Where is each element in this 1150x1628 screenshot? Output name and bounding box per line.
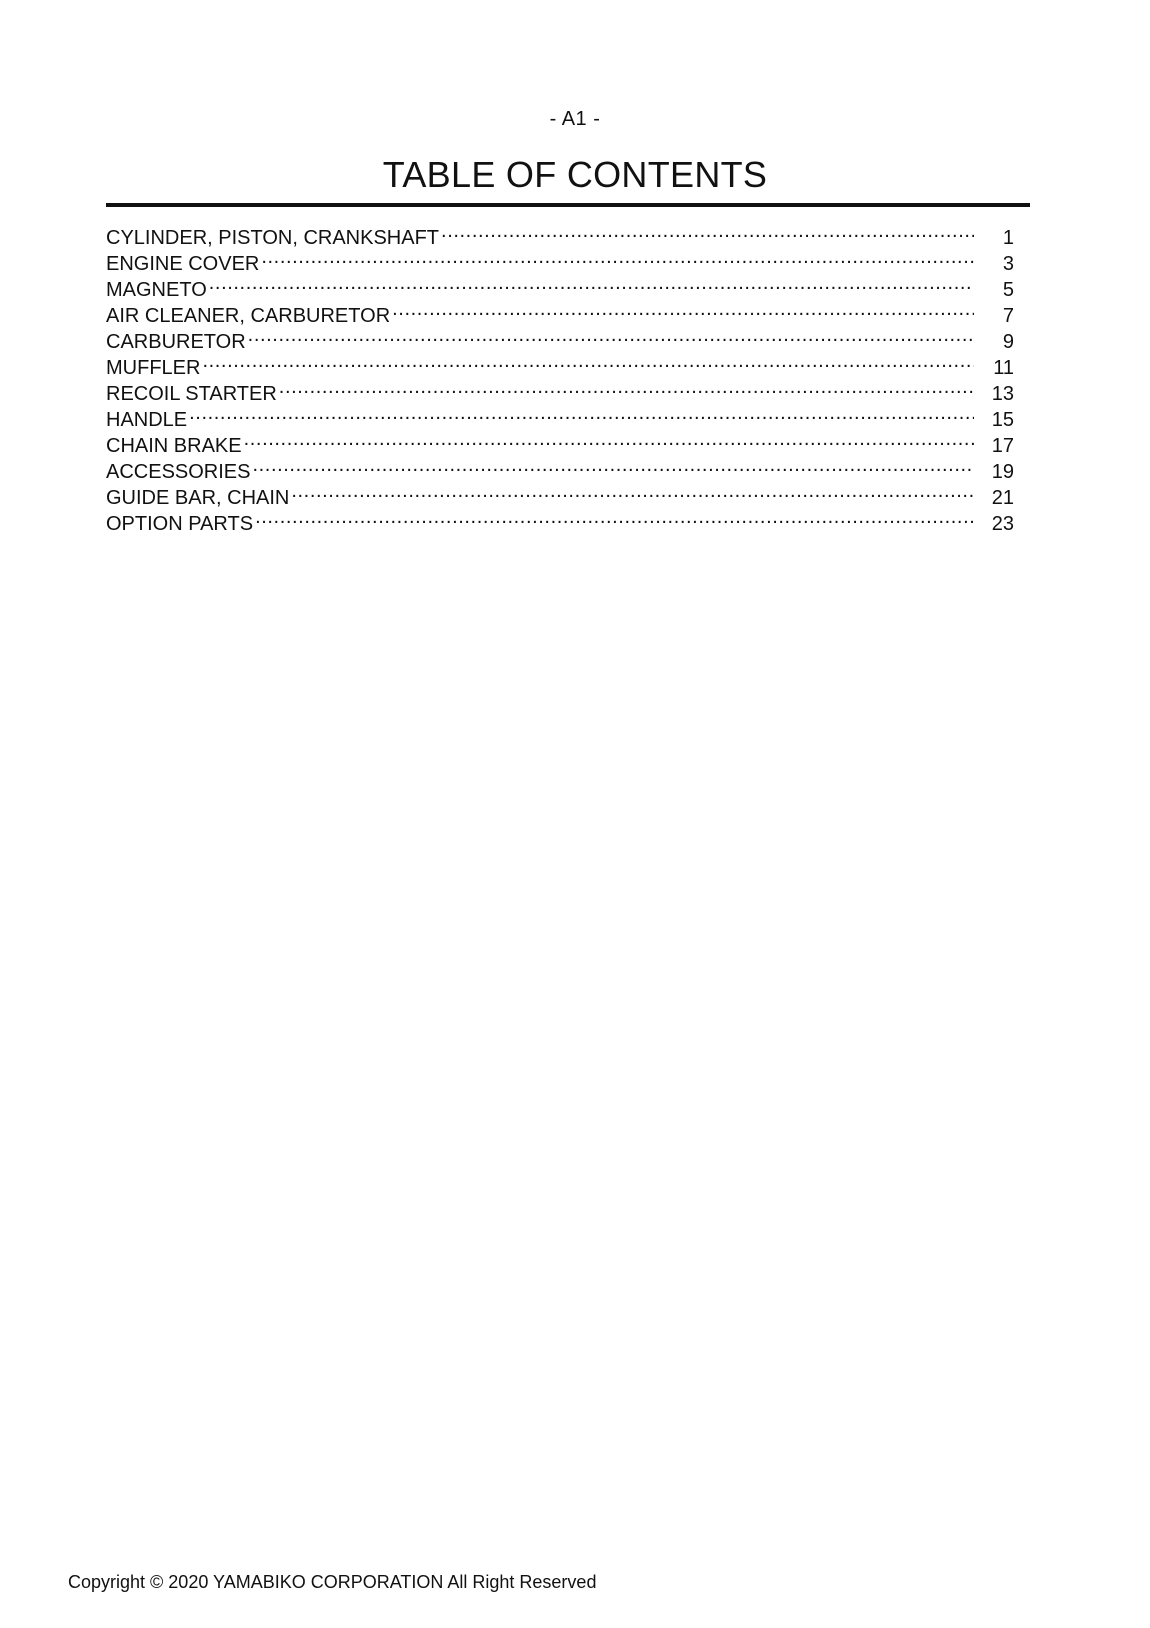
toc-entry-label: MAGNETO <box>106 279 207 301</box>
toc-entry-magneto[interactable] <box>106 270 1014 301</box>
toc-entry-page: 3 <box>1002 253 1014 275</box>
toc-entry-label: CYLINDER, PISTON, CRANKSHAFT <box>106 227 440 249</box>
toc-entry-label: CARBURETOR <box>106 331 246 353</box>
toc-entry-label: AIR CLEANER, CARBURETOR <box>106 305 391 327</box>
toc-entry-page: 19 <box>991 461 1014 483</box>
dot-leader <box>392 296 974 322</box>
toc-entry-handle[interactable] <box>106 400 1014 431</box>
dot-leader <box>248 322 974 348</box>
dot-leader <box>279 374 974 400</box>
page-number: - A1 - <box>549 108 601 130</box>
dot-leader <box>202 348 974 374</box>
toc-entry-page: 21 <box>991 487 1014 509</box>
toc-entry-label: ACCESSORIES <box>106 461 251 483</box>
toc-entry-label: ENGINE COVER <box>106 253 260 275</box>
toc-entry-label: MUFFLER <box>106 357 201 379</box>
dot-leader <box>252 452 974 478</box>
toc-entry-page: 7 <box>1002 305 1014 327</box>
page-title: TABLE OF CONTENTS <box>382 154 768 195</box>
toc-entry-label: RECOIL STARTER <box>106 383 277 405</box>
dot-leader <box>261 244 974 270</box>
table-of-contents <box>106 218 1014 535</box>
toc-entry-label: HANDLE <box>106 409 188 431</box>
dot-leader <box>255 504 974 530</box>
toc-entry-page: 1 <box>1002 227 1014 249</box>
toc-entry-label: OPTION PARTS <box>106 513 254 535</box>
toc-entry-cylinder-piston-crankshaft[interactable] <box>106 218 1014 249</box>
toc-entry-page: 9 <box>1002 331 1014 353</box>
title-divider <box>106 203 1030 207</box>
toc-entry-page: 11 <box>993 357 1014 379</box>
dot-leader <box>209 270 974 296</box>
toc-entry-page: 15 <box>991 409 1014 431</box>
dot-leader <box>441 218 974 244</box>
toc-entry-recoil-starter[interactable] <box>106 374 1014 405</box>
toc-entry-muffler[interactable] <box>106 348 1014 379</box>
dot-leader <box>189 400 974 426</box>
toc-entry-label: GUIDE BAR, CHAIN <box>106 487 290 509</box>
toc-entry-page: 17 <box>991 435 1014 457</box>
toc-entry-chain-brake[interactable] <box>106 426 1014 457</box>
toc-entry-air-cleaner-carburetor[interactable] <box>106 296 1014 327</box>
copyright-footer: Copyright © 2020 YAMABIKO CORPORATION All Right Reserved <box>68 1572 597 1592</box>
toc-entry-page: 13 <box>991 383 1014 405</box>
dot-leader <box>291 478 974 504</box>
toc-entry-label: CHAIN BRAKE <box>106 435 242 457</box>
toc-entry-page: 5 <box>1002 279 1014 301</box>
dot-leader <box>244 426 974 452</box>
toc-entry-page: 23 <box>991 513 1014 535</box>
